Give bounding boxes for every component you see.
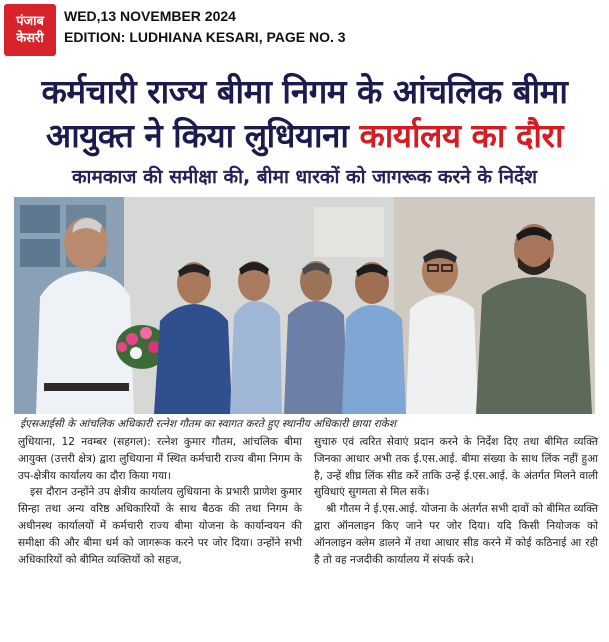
headline-line-2 — [6, 114, 603, 158]
news-photo — [14, 197, 595, 414]
article-paragraph: सुचारु एवं त्वरित सेवाएं प्रदान करने के निर्देश दिए तथा बीमित व्यक्ति जिनका आधार अभी तक ई.एस.आई. बीमा संख्या के साथ लिंक नहीं हुआ है, उन्हें शीघ्र लिंक सीड करें ताकि उन्हें ई.एस.आई. के अंतर्गत मिलने वाली सुविधाएं सुगमता से मिल सकें। — [314, 436, 598, 499]
subheadline: कामकाज की समीक्षा की, बीमा धारकों को जागरूक करने के निर्देश — [71, 166, 538, 188]
headline-line-2-red: कार्यालय का दौरा — [359, 116, 564, 155]
photo-caption: ईएसआईसी के आंचलिक अधिकारी रत्नेश गौतम का स्वागत करते हुए स्थानीय अधिकारी छाया राकेश — [20, 418, 396, 430]
headline — [6, 70, 603, 158]
logo-line-2: केसरी — [16, 31, 44, 46]
masthead — [0, 0, 609, 60]
headline-line-1: कर्मचारी राज्य बीमा निगम के आंचलिक बीमा — [41, 72, 568, 111]
article-column-1 — [18, 434, 302, 639]
punjab-kesari-logo — [4, 4, 56, 56]
group-photo-illustration — [14, 197, 595, 414]
headline-line-2-dark: आयुक्त ने किया लुधियाना — [45, 116, 360, 155]
article-paragraph: लुधियाना, 12 नवम्बर (सहगल): रत्नेश कुमार गौतम, आंचलिक बीमा आयुक्त (उत्तरी क्षेत्र) द्वारा लुधियाना में स्थित कर्मचारी राज्य बीमा निगम के उप-क्षेत्रीय कार्यालय का दौरा किया गया। — [18, 436, 302, 482]
publication-date: WED,13 NOVEMBER 2024 — [64, 8, 236, 24]
article-paragraph: श्री गौतम ने ई.एस.आई. योजना के अंतर्गत सभी दावों को बीमित व्यक्ति द्वारा ऑनलाइन किए जाने पर जोर दिया। यदि किसी नियोजक को ऑनलाइन क्लेम डालने में तथा आधार सीड करने में कोई कठिनाई आ रही है तो वह नजदीकी कार्यालय में संपर्क करे। — [314, 503, 598, 566]
edition-info: EDITION: LUDHIANA KESARI, PAGE NO. 3 — [64, 29, 346, 45]
logo-line-1: पंजाब — [16, 14, 44, 29]
article-paragraph: इस दौरान उन्होंने उप क्षेत्रीय कार्यालय लुधियाना के प्रभारी प्राणेश कुमार सिन्हा तथा अन्य वरिष्ठ अधिकारियों के साथ बैठक की तथा निगम के अधीनस्थ कार्यालयों में कर्मचारी राज्य बीमा योजना के कार्यान्वयन की समीक्षा की और बीमा धर्म को जागरूक करने पर जोर दिया। उन्होंने सभी अधिकारियों को बीमित व्यक्तियों को सहज, — [18, 486, 302, 566]
article-body — [18, 434, 598, 639]
article-column-2 — [314, 434, 598, 639]
